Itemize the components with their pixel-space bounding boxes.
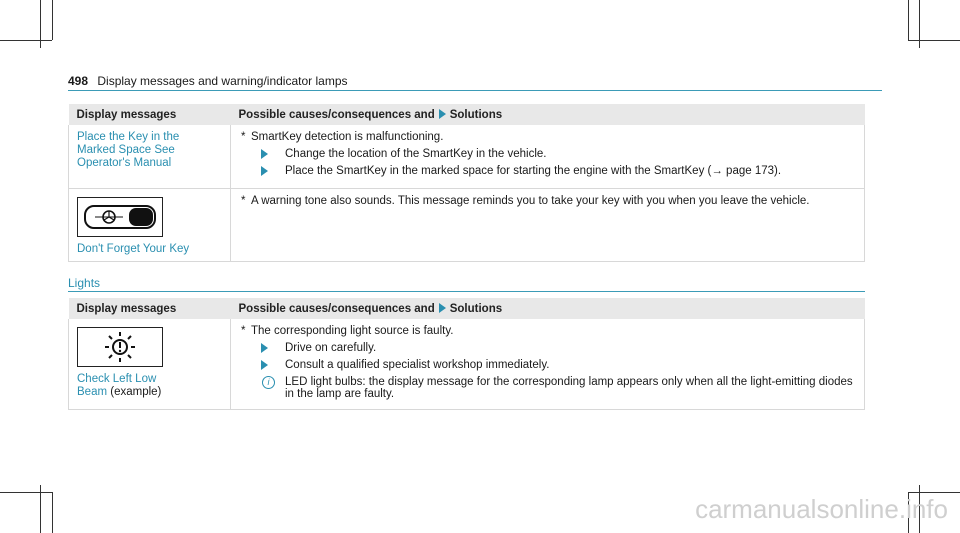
display-messages-table-key	[68, 104, 865, 262]
crop-mark	[908, 40, 960, 41]
table-header-row	[69, 298, 865, 319]
section-divider	[68, 291, 865, 292]
crop-mark	[908, 0, 909, 40]
column-header-messages: Display messages	[69, 298, 231, 319]
arrow-icon	[261, 360, 268, 370]
arrow-icon	[261, 166, 268, 176]
step-text: Change the location of the SmartKey in the vehicle.	[285, 148, 547, 160]
solution-cell	[231, 125, 865, 189]
step-text: Drive on carefully.	[285, 342, 377, 354]
cause-text: * SmartKey detection is malfunctioning.	[239, 131, 856, 143]
message-cell	[69, 319, 231, 410]
cause-text: * A warning tone also sounds. This message reminds you to take your key with you when you leave the vehicle.	[239, 195, 856, 207]
column-header-messages: Display messages	[69, 104, 231, 125]
step-text: Place the SmartKey in the marked space for starting the engine with the SmartKey (→ page 173).	[285, 165, 782, 177]
column-header-text: Possible causes/consequences and	[238, 108, 435, 121]
column-header-solutions-label: Solutions	[449, 302, 503, 315]
section-title: Lights	[68, 276, 101, 290]
column-header-text: Possible causes/consequences and	[238, 302, 435, 315]
key-fob-icon	[77, 197, 163, 237]
arrow-icon	[439, 109, 446, 119]
table-row	[69, 319, 865, 410]
page-title: Display messages and warning/indicator lamps	[97, 74, 348, 88]
message-cell	[69, 125, 231, 189]
cause-text: * The corresponding light source is faulty.	[239, 325, 856, 337]
display-message-wrap	[77, 373, 187, 399]
display-message: Place the Key in the Marked Space See Operator's Manual	[77, 131, 180, 169]
solution-cell	[231, 319, 865, 410]
step-text: Consult a qualified specialist workshop immediately.	[285, 359, 550, 371]
crop-mark	[908, 492, 960, 493]
header-divider	[68, 90, 882, 91]
crop-mark	[0, 492, 52, 493]
crop-mark	[52, 0, 53, 40]
info-note	[239, 376, 856, 400]
arrow-icon	[439, 303, 446, 313]
crop-mark	[0, 40, 52, 41]
solution-step	[239, 165, 856, 177]
solution-step	[239, 359, 856, 371]
arrow-icon	[261, 149, 268, 159]
solution-cell	[231, 189, 865, 262]
message-cell	[69, 189, 231, 262]
display-messages-table-lights	[68, 298, 865, 410]
page-number: 498	[68, 74, 89, 88]
table-header-row	[69, 104, 865, 125]
page-header	[68, 74, 348, 88]
watermark: carmanualsonline.info	[695, 494, 948, 524]
crop-mark	[52, 492, 53, 533]
info-icon: i	[262, 376, 275, 389]
light-fault-icon	[77, 327, 163, 367]
display-message-suffix: (example)	[110, 386, 162, 398]
arrow-icon	[261, 343, 268, 353]
solution-step	[239, 148, 856, 160]
table-row	[69, 125, 865, 189]
table-row	[69, 189, 865, 262]
column-header-solutions	[231, 104, 865, 125]
info-text: LED light bulbs: the display message for the corresponding lamp appears only when all the light-emitting diodes in the lamp are faulty.	[285, 376, 853, 400]
column-header-solutions-label: Solutions	[449, 108, 503, 121]
column-header-solutions	[231, 298, 865, 319]
display-message: Check Left Low Beam	[77, 373, 157, 398]
solution-step	[239, 342, 856, 354]
display-message: Don't Forget Your Key	[77, 243, 190, 255]
